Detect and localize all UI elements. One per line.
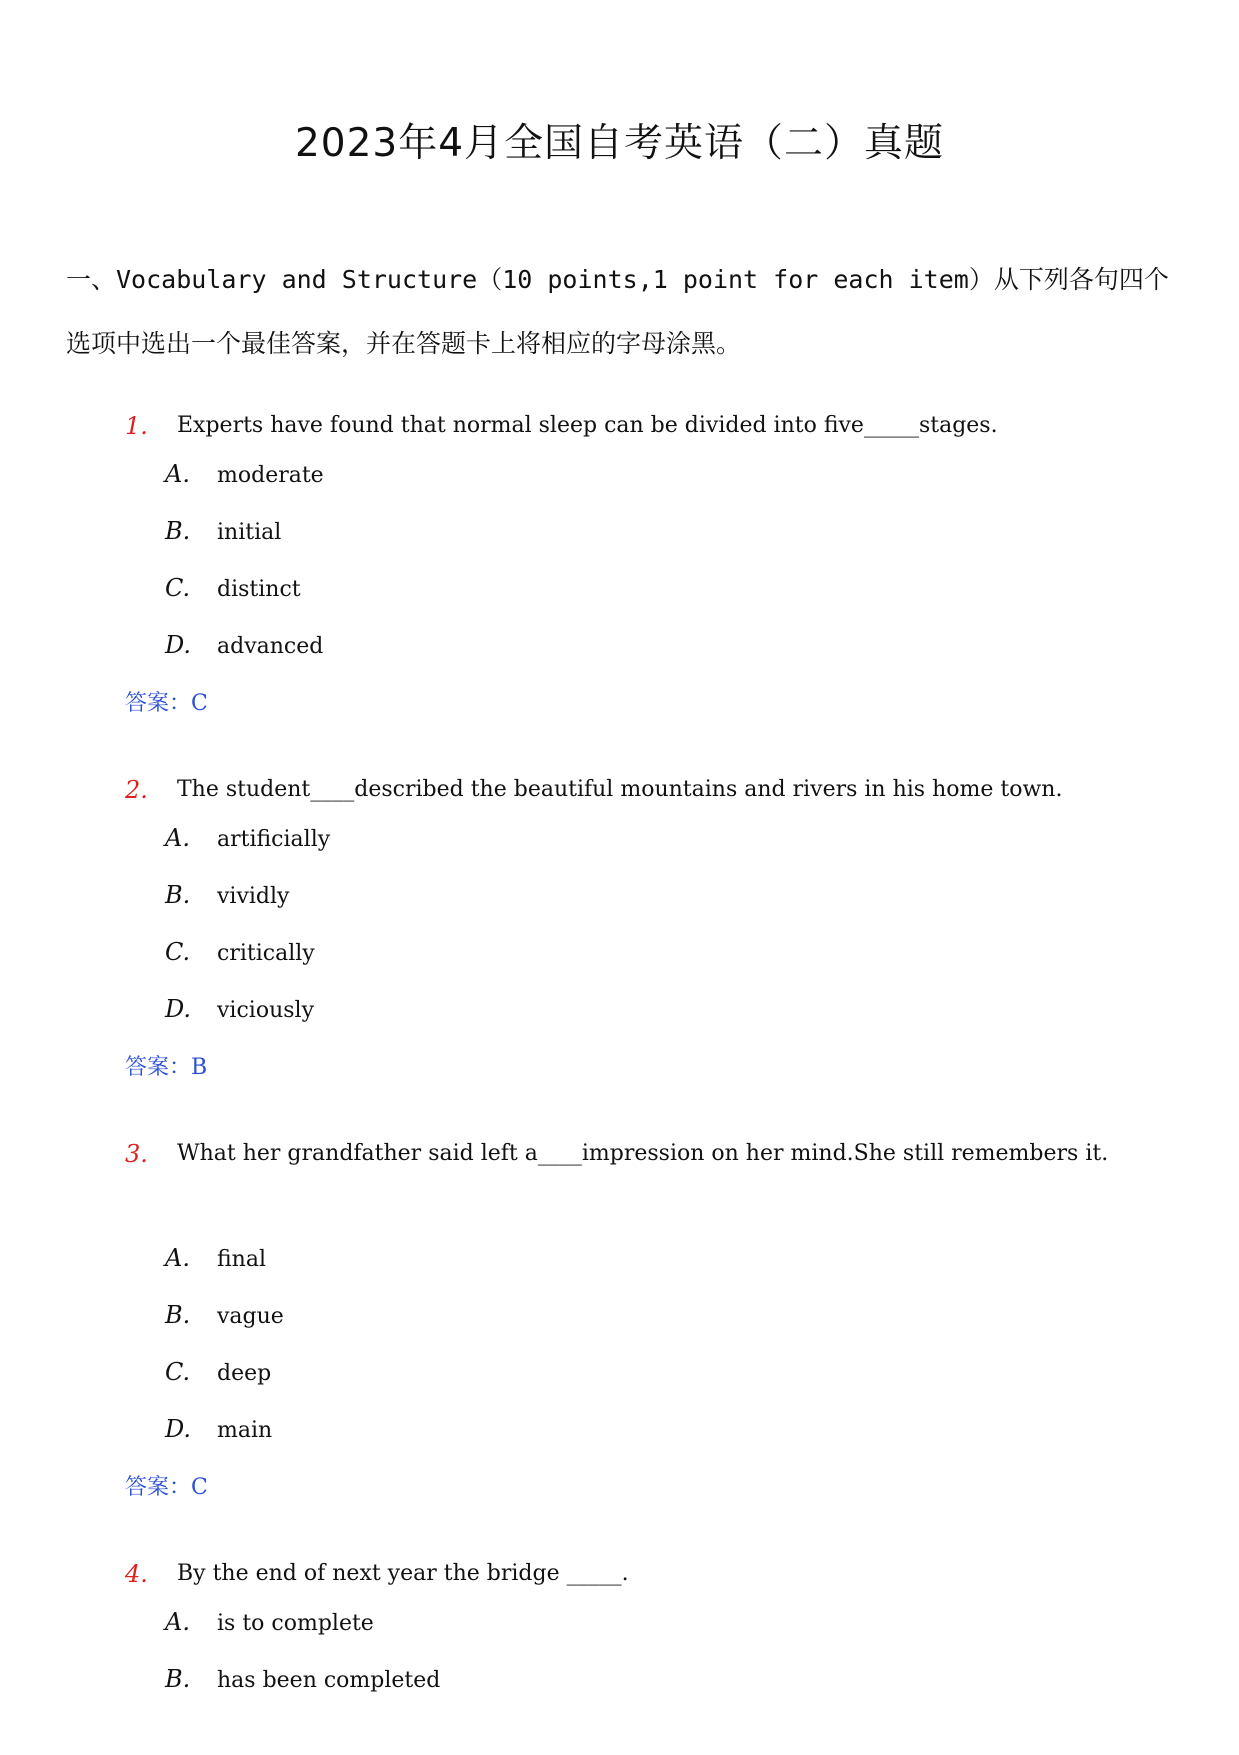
question-text: The student____described the beautiful mountains and rivers in his home town. <box>177 777 1063 802</box>
option-letter: D. <box>165 1415 192 1443</box>
option-4b <box>165 1665 440 1693</box>
option-letter: B. <box>165 881 191 909</box>
question-number: 4. <box>125 1560 148 1588</box>
question-1 <box>125 398 1175 454</box>
option-1c <box>165 574 301 602</box>
option-text: initial <box>217 520 282 545</box>
page-title: 2023年4月全国自考英语（二）真题 <box>294 121 945 166</box>
question-text: What her grandfather said left a____impression on her mind.She still remembers it. <box>177 1141 1109 1166</box>
option-text: final <box>217 1247 266 1272</box>
option-letter: B. <box>165 517 191 545</box>
question-4 <box>125 1546 1175 1602</box>
option-text: vividly <box>217 884 290 909</box>
answer-1: 答案：C <box>125 691 208 716</box>
option-letter: A. <box>165 1608 190 1636</box>
option-2a <box>165 824 330 852</box>
option-text: moderate <box>217 463 324 488</box>
question-3 <box>125 1126 1175 1182</box>
option-letter: C. <box>165 574 191 602</box>
question-text: By the end of next year the bridge _____. <box>177 1561 629 1586</box>
option-text: viciously <box>217 998 314 1023</box>
option-text: main <box>217 1418 273 1443</box>
question-2 <box>125 762 1175 818</box>
answer-2: 答案：B <box>125 1055 208 1080</box>
option-text: distinct <box>217 577 301 602</box>
option-letter: D. <box>165 631 192 659</box>
question-number: 2. <box>125 776 148 804</box>
question-number: 3. <box>125 1140 148 1168</box>
option-letter: A. <box>165 1244 190 1272</box>
option-text: deep <box>217 1361 272 1386</box>
option-text: is to complete <box>217 1611 374 1636</box>
option-text: vague <box>217 1304 284 1329</box>
option-letter: C. <box>165 1358 191 1386</box>
option-letter: A. <box>165 824 190 852</box>
option-3b <box>165 1301 284 1329</box>
option-3d <box>165 1415 272 1443</box>
option-letter: D. <box>165 995 192 1023</box>
option-4a <box>165 1608 374 1636</box>
option-text: advanced <box>217 634 324 659</box>
option-3a <box>165 1244 266 1272</box>
option-1d <box>165 631 323 659</box>
option-3c <box>165 1358 271 1386</box>
question-text: Experts have found that normal sleep can be divided into five_____stages. <box>177 413 998 438</box>
option-letter: A. <box>165 460 190 488</box>
option-1b <box>165 517 281 545</box>
section-heading: 一、Vocabulary and Structure（10 points,1 point for each item）从下列各句四个选项中选出一个最佳答案，并在答题卡上将相应的字母涂黑。 <box>66 265 1169 358</box>
option-text: artificially <box>217 827 331 852</box>
option-letter: B. <box>165 1301 191 1329</box>
option-text: critically <box>217 941 315 966</box>
option-text: has been completed <box>217 1668 441 1693</box>
answer-3: 答案：C <box>125 1475 208 1500</box>
option-letter: C. <box>165 938 191 966</box>
option-1a <box>165 460 324 488</box>
option-2d <box>165 995 314 1023</box>
option-letter: B. <box>165 1665 191 1693</box>
option-2b <box>165 881 289 909</box>
option-2c <box>165 938 315 966</box>
question-number: 1. <box>125 412 148 440</box>
